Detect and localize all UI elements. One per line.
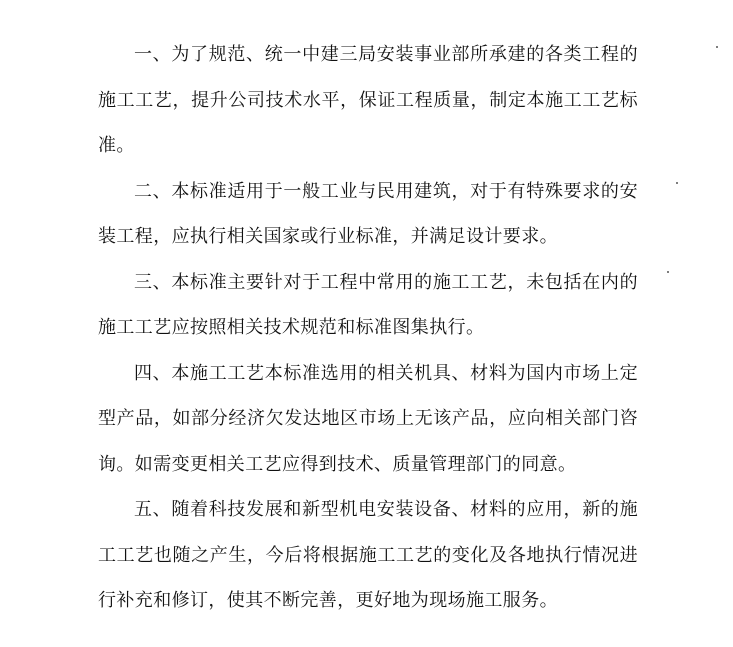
scan-speck	[667, 271, 669, 273]
scan-speck	[716, 46, 718, 48]
paragraph-3: 三、本标准主要针对于工程中常用的施工工艺，未包括在内的施工工艺应按照相关技术规范和标准图集执行。	[98, 271, 638, 338]
paragraph-1: 一、为了规范、统一中建三局安装事业部所承建的各类工程的施工工艺，提升公司技术水平，保证工程质量，制定本施工工艺标准。	[98, 44, 638, 156]
paragraph-5: 五、随着科技发展和新型机电安装设备、材料的应用，新的施工工艺也随之产生，今后将根据施工工艺的变化及各地执行情况进行补充和修订，使其不断完善，更好地为现场施工服务。	[98, 499, 638, 611]
document-body	[98, 32, 638, 624]
paragraph-4: 四、本施工工艺本标准选用的相关机具、材料为国内市场上定型产品，如部分经济欠发达地区市场上无该产品，应向相关部门咨询。如需变更相关工艺应得到技术、质量管理部门的同意。	[98, 362, 638, 475]
paragraph-2: 二、本标准适用于一般工业与民用建筑，对于有特殊要求的安装工程，应执行相关国家或行业标准，并满足设计要求。	[98, 180, 638, 247]
scan-speck	[676, 182, 678, 184]
